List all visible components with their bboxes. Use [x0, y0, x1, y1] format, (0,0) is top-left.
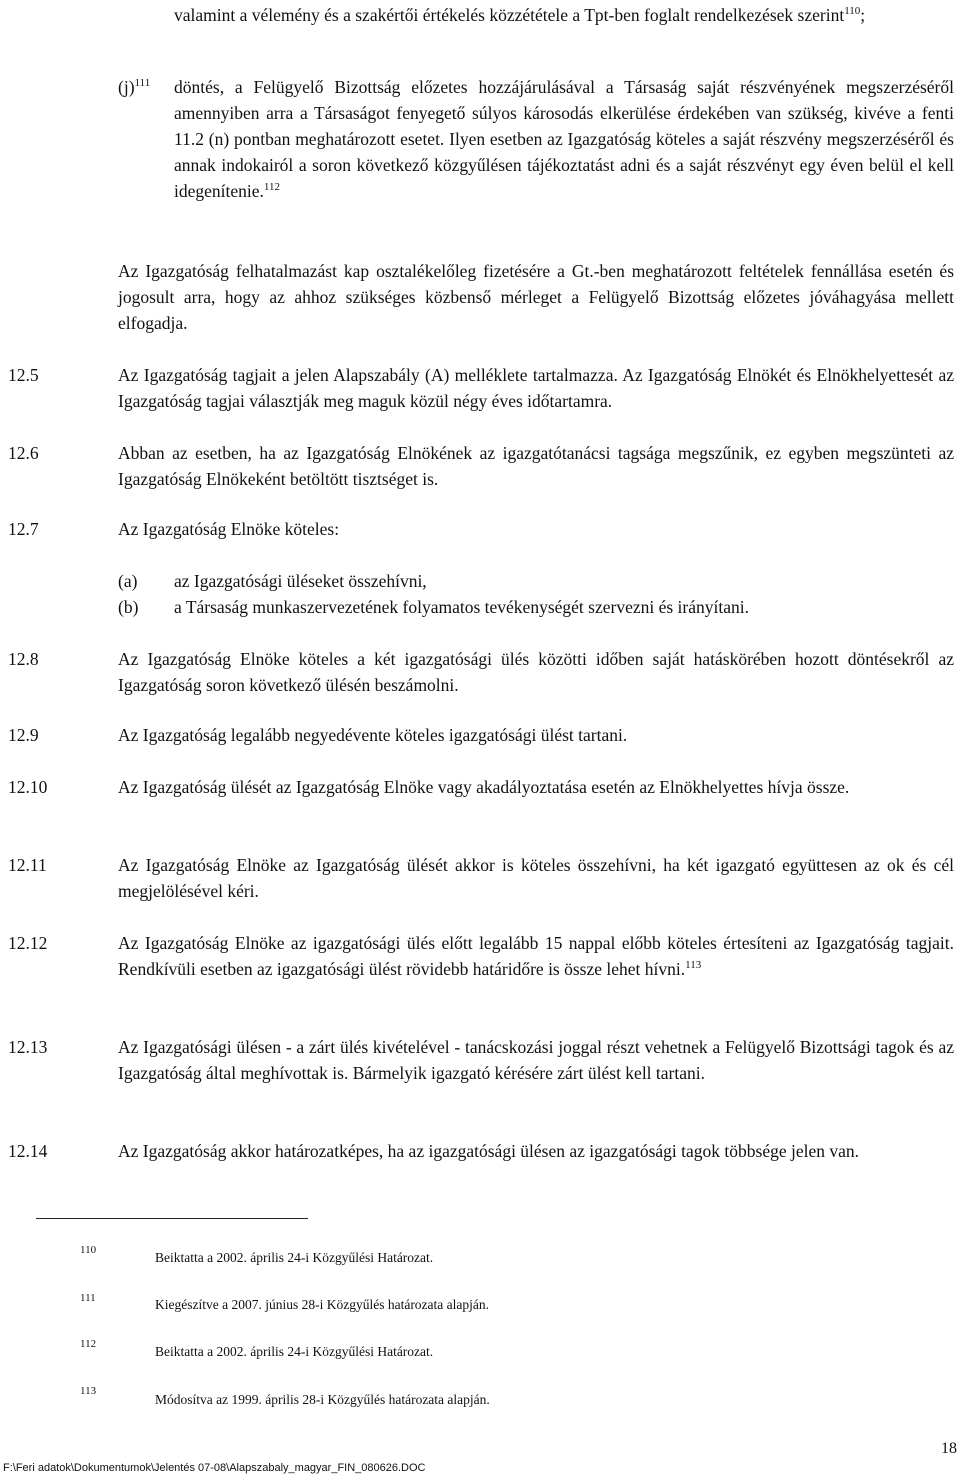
footnote-divider: [36, 1218, 308, 1219]
section-number-12-11: 12.11: [8, 855, 47, 875]
file-path-footer: F:\Feri adatok\Dokumentumok\Jelentés 07-08\Alapszabaly_magyar_FIN_080626.DOC: [3, 1462, 426, 1474]
footnote-text: Kiegészítve a 2007. június 28-i Közgyűlés határozata alapján.: [155, 1297, 490, 1312]
section-text-12-13: Az Igazgatósági ülésen - a zárt ülés kivételével - tanácskozási joggal részt vehetnek a Felügyelő Bizottsági tagok és az Igazgatóság által meghívottak is. Bármelyik igazgató kérésére zárt ülést kell tartani.: [118, 1037, 954, 1083]
section-text-12-12: Az Igazgatóság Elnöke az igazgatósági ülés előtt legalább 15 nappal előbb köteles értesíteni az Igazgatóság tagjait. Rendkívüli esetben az igazgatósági ülést rövidebb határidőre is össze lehet hívni.$^{113}$: [118, 933, 954, 979]
footnote-text: Módosítva az 1999. április 28-i Közgyűlés határozata alapján.: [155, 1392, 490, 1407]
section-text-12-8: Az Igazgatóság Elnöke köteles a két igazgatósági ülés közötti időben saját hatáskörében hozott döntésekről az Igazgatóság soron következő ülésén beszámolni.: [118, 649, 954, 695]
paragraph-interim-dividend: Az Igazgatóság felhatalmazást kap osztalékelőleg fizetésére a Gt.-ben meghatározott feltételek fennállása esetén és jogosult arra, hogy az ahhoz szükséges közbenső mérleget a Felügyelő Bizottság előzetes jóváhagyása mellett elfogadja.: [118, 261, 954, 333]
paragraph-continuation: valamint a vélemény és a szakértői értékelés közzététele a Tpt-ben foglalt rendelkezések szerint$^{110}$;: [174, 5, 866, 25]
item-j-text: döntés, a Felügyelő Bizottság előzetes hozzájárulásával a Társaság saját részvényének megszerzéséről amennyiben arra a Társaságot fenyegető súlyos károsodás elkerülése érdekében van szükség, kivéve a fenti 11.2 (n) pontban meghatározott esetet. Ilyen esetben az Igazgatóság köteles a saját részvény megszerzéséről és annak indokairól a soron következő közgyűlésen tájékoztatást adni és a saját részvényt egy éven belül el kell idegenítenie.$^{112}$: [174, 77, 954, 201]
section-number-12-14: 12.14: [8, 1141, 48, 1161]
section-number-12-6: 12.6: [8, 443, 39, 463]
section-text-12-6: Abban az esetben, ha az Igazgatóság Elnökének az igazgatótanácsi tagsága megszűnik, ez egyben megszünteti az Igazgatóság Elnökeként betöltött tisztséget is.: [118, 443, 954, 489]
item-b-label: (b): [118, 597, 139, 617]
item-a-text: az Igazgatósági üléseket összehívni,: [174, 571, 427, 591]
footnote-ref-110: 110: [844, 5, 861, 18]
section-text-12-11: Az Igazgatóság Elnöke az Igazgatóság ülését akkor is köteles összehívni, ha két igazgató együttesen az ok és cél megjelölésével kéri.: [118, 855, 954, 901]
footnote-text: Beiktatta a 2002. április 24-i Közgyűlési Határozat.: [155, 1344, 434, 1359]
item-a-label: (a): [118, 571, 138, 591]
section-number-12-13: 12.13: [8, 1037, 48, 1057]
section-text-12-9: Az Igazgatóság legalább negyedévente köteles igazgatósági ülést tartani.: [118, 725, 628, 745]
footnote-ref-113: 113: [685, 959, 702, 972]
page-number: 18: [941, 1440, 957, 1457]
section-text-12-10: Az Igazgatóság ülését az Igazgatóság Elnöke vagy akadályoztatása esetén az Elnökhelyettes hívja össze.: [118, 777, 850, 797]
footnote-text: Beiktatta a 2002. április 24-i Közgyűlési Határozat.: [155, 1250, 434, 1265]
section-number-12-12: 12.12: [8, 933, 48, 953]
section-number-12-10: 12.10: [8, 777, 48, 797]
section-text-12-5: Az Igazgatóság tagjait a jelen Alapszabály (A) melléklete tartalmazza. Az Igazgatóság Elnökét és Elnökhelyettesét az Igazgatóság tagjai választják meg maguk közül négy éves időtartamra.: [118, 365, 954, 411]
section-number-12-9: 12.9: [8, 725, 39, 745]
footnote-number: 111: [80, 1292, 96, 1304]
footnote-number: 112: [80, 1338, 97, 1350]
item-j-label: $(j)^{111}$: [118, 77, 151, 97]
section-number-12-7: 12.7: [8, 519, 39, 539]
item-b-text: a Társaság munkaszervezetének folyamatos tevékenységét szervezni és irányítani.: [174, 597, 749, 617]
footnote-ref-111: 111: [134, 77, 151, 90]
footnote-ref-112: 112: [263, 181, 280, 194]
section-number-12-8: 12.8: [8, 649, 39, 669]
section-text-12-14: Az Igazgatóság akkor határozatképes, ha az igazgatósági ülésen az igazgatósági tagok többsége jelen van.: [118, 1141, 859, 1161]
section-number-12-5: 12.5: [8, 365, 39, 385]
section-text-12-7: Az Igazgatóság Elnöke köteles:: [118, 519, 340, 539]
footnote-number: 113: [80, 1385, 97, 1397]
footnote-number: 110: [80, 1244, 97, 1256]
